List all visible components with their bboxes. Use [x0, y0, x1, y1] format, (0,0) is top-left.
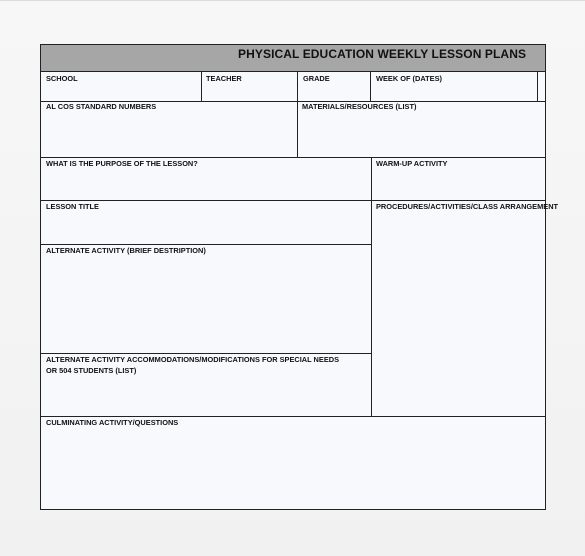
alternate-accommodations-label: ALTERNATE ACTIVITY ACCOMMODATIONS/MODIFICATIONS FOR SPECIAL NEEDS OR 504 STUDENTS (LIST)	[46, 355, 340, 375]
purpose-label: WHAT IS THE PURPOSE OF THE LESSON?	[46, 159, 198, 168]
page-title: PHYSICAL EDUCATION WEEKLY LESSON PLANS	[238, 47, 527, 61]
procedures-label: PROCEDURES/ACTIVITIES/CLASS ARRANGEMENT	[376, 202, 559, 211]
materials-resources-label: MATERIALS/RESOURCES (LIST)	[302, 102, 417, 111]
procedures-field[interactable]	[371, 200, 546, 417]
lesson-title-label: LESSON TITLE	[46, 202, 99, 211]
al-cos-standard-label: AL COS STANDARD NUMBERS	[46, 102, 157, 111]
culminating-activity-field[interactable]	[40, 416, 546, 510]
grade-label: GRADE	[303, 74, 330, 83]
alternate-activity-field[interactable]	[40, 244, 372, 354]
warm-up-label: WARM-UP ACTIVITY	[376, 159, 448, 168]
teacher-label: TEACHER	[206, 74, 242, 83]
alternate-activity-label: ALTERNATE ACTIVITY (BRIEF DESTRIPTION)	[46, 246, 206, 255]
row1-end-cell	[537, 71, 546, 102]
school-label: SCHOOL	[46, 74, 78, 83]
culminating-activity-label: CULMINATING ACTIVITY/QUESTIONS	[46, 418, 179, 427]
week-of-label: WEEK OF (DATES)	[376, 74, 442, 83]
